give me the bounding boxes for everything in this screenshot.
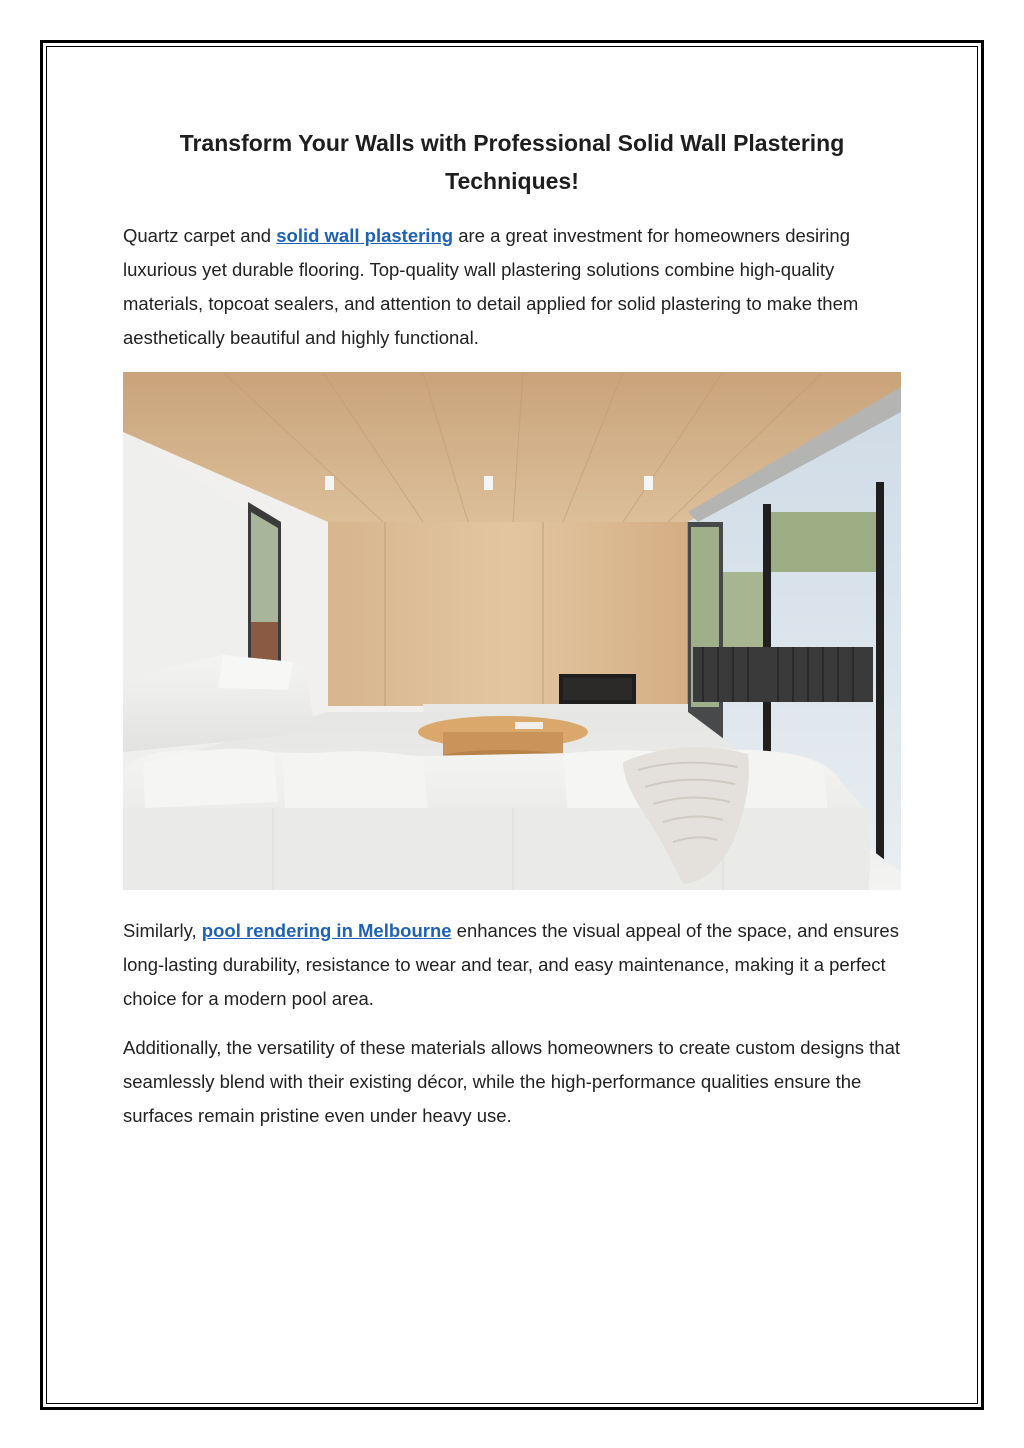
living-room-photo	[123, 372, 901, 890]
paragraph-pool-before: Similarly,	[123, 920, 202, 941]
document-content	[123, 124, 901, 1133]
paragraph-intro-after: are a great investment for homeowners desiring luxurious yet durable flooring. Top-quality wall plastering solutions combine high-quality materials, topcoat sealers, and attention to detail applied for solid plastering to make them aesthetically beautiful and highly functional.	[123, 225, 859, 348]
page-title: Transform Your Walls with Professional Solid Wall Plastering Techniques!	[179, 130, 845, 194]
paragraph-versatility: Additionally, the versatility of these materials allows homeowners to create custom designs that seamlessly blend with their existing décor, while the high-performance qualities ensure the surfaces remain pristine even under heavy use.	[123, 1037, 901, 1126]
solid-wall-plastering-link[interactable]: solid wall plastering	[276, 225, 454, 246]
paragraph-pool-after: enhances the visual appeal of the space, and ensures long-lasting durability, resistance to wear and tear, and easy maintenance, making it a perfect choice for a modern pool area.	[123, 920, 899, 1009]
paragraph-intro-before: Quartz carpet and	[123, 225, 277, 246]
paragraph-pool	[123, 914, 901, 1016]
paragraph-intro	[123, 219, 901, 355]
pool-rendering-link[interactable]: pool rendering in Melbourne	[201, 920, 452, 941]
